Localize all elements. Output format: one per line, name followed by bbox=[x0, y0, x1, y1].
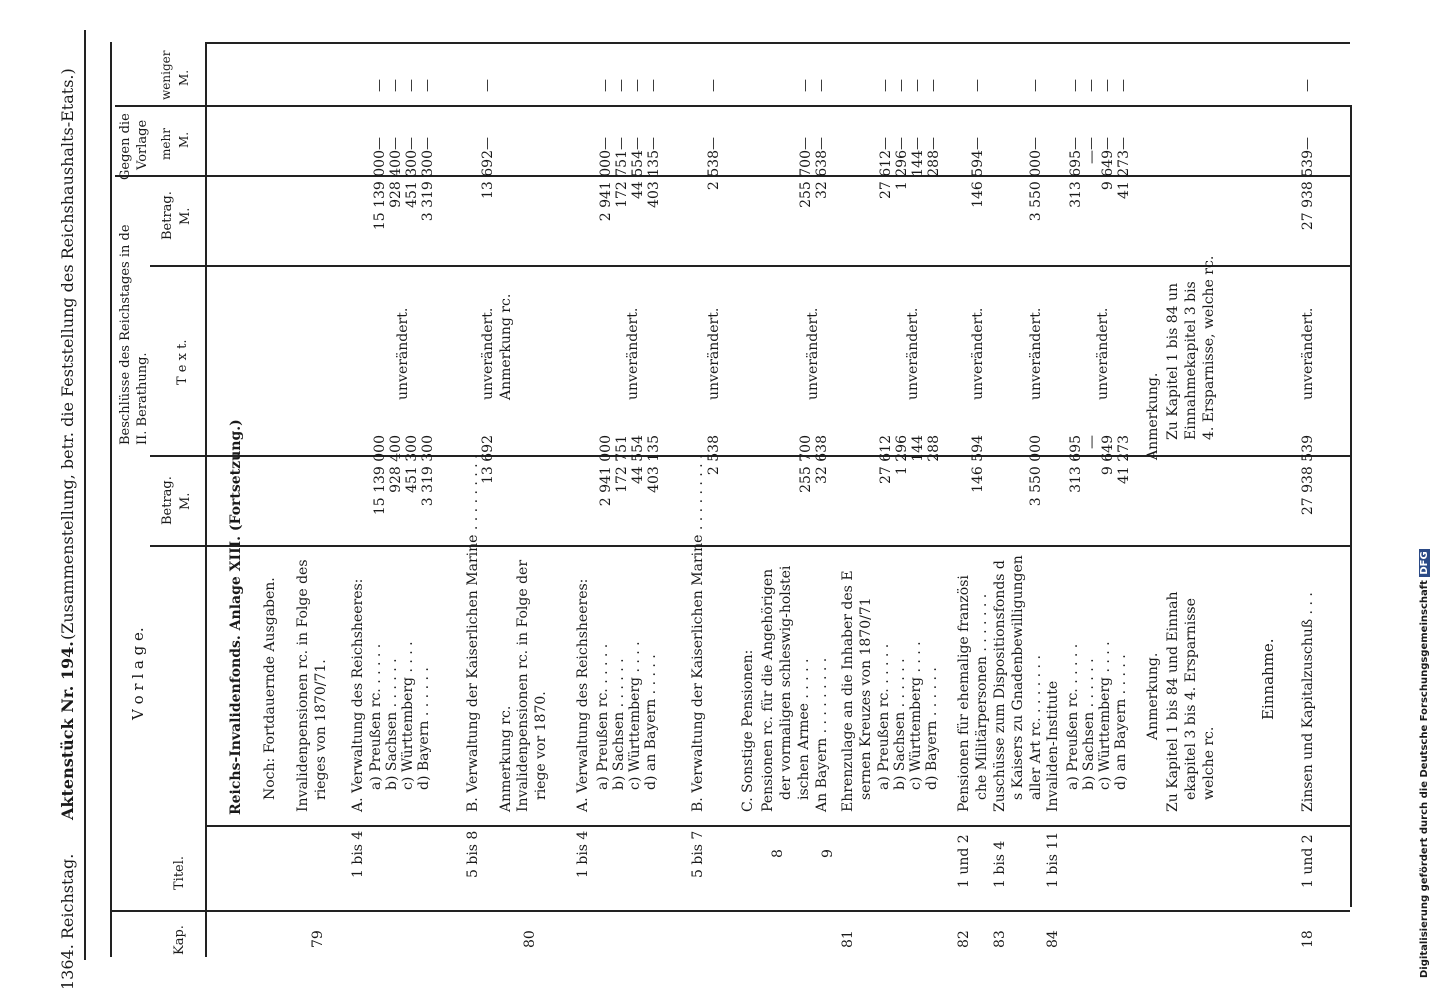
k81-desc-2: sernen Kreuzes von 1870/71 bbox=[858, 597, 874, 800]
k79-b-value: 13 692 bbox=[480, 435, 496, 484]
sep-betrag2 bbox=[115, 175, 1350, 177]
weniger-dash: — bbox=[798, 79, 813, 92]
k80-c8-value: 255 700 bbox=[798, 435, 814, 493]
k18-titel: 1 und 2 bbox=[1300, 834, 1316, 888]
k84-value: — bbox=[1084, 435, 1100, 449]
kap-81: 81 bbox=[840, 930, 856, 948]
weniger-dash: — bbox=[1300, 79, 1315, 92]
kap-83: 83 bbox=[992, 930, 1008, 948]
k80-a-item: b) Sachsen . . . . . . bbox=[611, 658, 627, 790]
kap-82: 82 bbox=[956, 930, 972, 948]
k79-titel-2: 5 bis 8 bbox=[465, 830, 481, 878]
k81-value-2: 1 296 bbox=[894, 150, 910, 191]
k84-value-2: 41 273 bbox=[1116, 150, 1132, 199]
col-weniger-unit: M. bbox=[177, 69, 191, 86]
weniger-dash: — bbox=[1028, 79, 1043, 92]
col-gegen-1: Gegen die bbox=[118, 113, 133, 180]
mehr-dash: — bbox=[706, 137, 721, 150]
k82-desc-2: che Militärpersonen . . . . . . . bbox=[974, 593, 990, 800]
k80-titel-9: 9 bbox=[820, 849, 836, 858]
k81-value: 1 296 bbox=[894, 435, 910, 476]
k84-desc: Invaliden-Institute bbox=[1045, 680, 1061, 812]
k81-item: c) Württemberg . . . . bbox=[908, 641, 924, 790]
k81-item: d) Bayern . . . . . . bbox=[924, 667, 940, 790]
k80-titel-2: 5 bis 7 bbox=[690, 830, 706, 878]
sep-kap bbox=[110, 910, 1350, 912]
k83-value-2: 3 550 000 bbox=[1028, 150, 1044, 222]
k81-unv: unverändert. bbox=[905, 307, 921, 400]
k80-c8-2: der vormaligen schleswig-holstei bbox=[778, 565, 794, 800]
k80-desc-2: riege vor 1870. bbox=[533, 691, 549, 800]
col-mehr: mehr bbox=[159, 128, 173, 160]
col-text: T e x t. bbox=[175, 339, 190, 385]
k84-value: 41 273 bbox=[1116, 435, 1132, 484]
k80-titel-8: 8 bbox=[770, 849, 786, 858]
dfg-logo: DFG bbox=[1419, 551, 1430, 575]
weniger-dash: — bbox=[910, 79, 925, 92]
anmerkung-text-3: welche rc. bbox=[1201, 726, 1217, 800]
k80-a-value: 44 554 bbox=[630, 435, 646, 484]
k79-a-item: c) Württemberg . . . . bbox=[400, 641, 416, 790]
k80-a-item: d) an Bayern . . . . . bbox=[643, 654, 659, 790]
k80-a-value-2: 44 554 bbox=[630, 150, 646, 199]
side-note-text: Digitalisierung gefördert durch die Deutsche Forschungsgemeinschaft bbox=[1419, 580, 1430, 978]
k79-titel-1: 1 bis 4 bbox=[350, 830, 366, 878]
k79-a-value-2: 15 139 000 bbox=[372, 150, 388, 231]
sep-titel bbox=[205, 825, 1350, 827]
k83-unv: unverändert. bbox=[1028, 307, 1044, 400]
k84-value: 313 695 bbox=[1068, 435, 1084, 493]
weniger-dash: — bbox=[894, 79, 909, 92]
k83-desc-2: s Kaisers zu Gnadenbewilligungen bbox=[1010, 555, 1026, 800]
side-note bbox=[1419, 22, 1434, 978]
k80-desc-1: Invalidenpensionen rc. in Folge der bbox=[515, 559, 531, 812]
k84-titel: 1 bis 11 bbox=[1045, 831, 1061, 888]
kap-79: 79 bbox=[310, 930, 326, 948]
k81-value: 144 bbox=[910, 435, 926, 462]
k79-desc-1: Invalidenpensionen rc. in Folge des bbox=[295, 559, 311, 812]
sep-vorlage bbox=[150, 545, 1350, 547]
intro-title: Reichs-Invalidenfonds. Anlage XIII. (Fortsetzung.) bbox=[228, 419, 244, 815]
k80-a-value: 172 751 bbox=[614, 435, 630, 493]
k80-a-item: c) Württemberg . . . . bbox=[627, 641, 643, 790]
mehr-dash: — bbox=[480, 137, 495, 150]
col-vorlage: V o r l a g e. bbox=[129, 627, 147, 720]
k80-c9-value: 32 638 bbox=[814, 435, 830, 484]
running-header-subtitle: (Zusammenstellung, betr. die Feststellung des Reichshaushalts-Etats.) bbox=[58, 68, 77, 640]
k81-value: 27 612 bbox=[878, 435, 894, 484]
k79-a: A. Verwaltung des Reichsheeres: bbox=[350, 578, 366, 812]
k79-a-value-2: 451 300 bbox=[404, 150, 420, 208]
k79-b-anm: Anmerkung rc. bbox=[498, 293, 514, 400]
kap-84: 84 bbox=[1045, 930, 1061, 948]
k84-value-2: 9 649 bbox=[1100, 150, 1116, 191]
col-beschluesse-1: Beschlüsse des Reichstages in de bbox=[118, 224, 133, 445]
mehr-dash: — bbox=[420, 137, 435, 150]
col-titel: Titel. bbox=[172, 855, 187, 890]
mehr-dash: — bbox=[1100, 137, 1115, 150]
mehr-dash: — bbox=[910, 137, 925, 150]
running-header-document: Aktenstück Nr. 194. bbox=[58, 641, 77, 820]
k84-item: b) Sachsen . . . . . . bbox=[1081, 658, 1097, 790]
k80-titel-1: 1 bis 4 bbox=[575, 830, 591, 878]
k80-b-value-2: 2 538 bbox=[706, 150, 722, 191]
k81-value-2: 288 bbox=[926, 150, 942, 177]
k79-a-value: 451 300 bbox=[404, 435, 420, 493]
k79-b: B. Verwaltung der Kaiserlichen Marine . . . . . . . . . bbox=[465, 454, 481, 812]
weniger-dash: — bbox=[1084, 79, 1099, 92]
rule-c bbox=[1350, 105, 1352, 907]
k79-a-item: b) Sachsen . . . . . . bbox=[384, 658, 400, 790]
col-betrag-unit: M. bbox=[178, 492, 193, 510]
mehr-dash: — bbox=[404, 137, 419, 150]
anmerkung-text-2: ekapitel 3 bis 4. Ersparnisse bbox=[1183, 598, 1199, 800]
k79-a-item: d) Bayern . . . . . . bbox=[416, 667, 432, 790]
running-header-left: 1364. Reichstag. bbox=[58, 853, 77, 990]
k79-unv: unverändert. bbox=[395, 307, 411, 400]
k80-c9-value-2: 32 638 bbox=[814, 150, 830, 199]
col-betrag2-unit: M. bbox=[178, 207, 193, 225]
kap-80: 80 bbox=[522, 930, 538, 948]
k80-c9: An Bayern . . . . . . . . . bbox=[814, 657, 830, 812]
k84-item: a) Preußen rc. . . . . . bbox=[1065, 643, 1081, 790]
k81-item: a) Preußen rc. . . . . . bbox=[876, 643, 892, 790]
weniger-dash: — bbox=[1068, 79, 1083, 92]
k80-a-item: a) Preußen rc. . . . . . bbox=[595, 643, 611, 790]
weniger-dash: — bbox=[388, 79, 403, 92]
k81-item: b) Sachsen . . . . . . bbox=[892, 658, 908, 790]
k84-value-2: 313 695 bbox=[1068, 150, 1084, 208]
anmerkung-b-1: Zu Kapitel 1 bis 84 un bbox=[1165, 282, 1181, 440]
k80-c: C. Sonstige Pensionen: bbox=[740, 649, 756, 812]
k80-a-value-2: 403 135 bbox=[646, 150, 662, 208]
mehr-dash: — bbox=[630, 137, 645, 150]
k84-item: d) an Bayern . . . . . bbox=[1113, 654, 1129, 790]
col-weniger: weniger bbox=[159, 50, 173, 100]
mehr-dash: — bbox=[814, 137, 829, 150]
k80-a-value-2: 2 941 000 bbox=[598, 150, 614, 222]
weniger-dash: — bbox=[706, 79, 721, 92]
weniger-dash: — bbox=[404, 79, 419, 92]
weniger-dash: — bbox=[1116, 79, 1131, 92]
k18-value: 27 938 539 bbox=[1300, 435, 1316, 516]
k79-a-value-2: 3 319 300 bbox=[420, 150, 436, 222]
col-gegen-2: Vorlage bbox=[135, 119, 150, 170]
header-rule bbox=[84, 30, 86, 960]
mehr-dash: — bbox=[372, 137, 387, 150]
weniger-dash: — bbox=[372, 79, 387, 92]
mehr-dash: — bbox=[878, 137, 893, 150]
anmerkung-b-3: 4. Ersparnisse, welche rc. bbox=[1201, 255, 1217, 440]
mehr-dash: — bbox=[1300, 137, 1315, 150]
k79-b-note: Anmerkung rc. bbox=[498, 705, 514, 812]
weniger-dash: — bbox=[598, 79, 613, 92]
k79-a-value: 15 139 000 bbox=[372, 435, 388, 516]
rule-a bbox=[110, 42, 112, 957]
col-betrag2: Betrag. bbox=[160, 191, 175, 240]
k81-value-2: 144 bbox=[910, 150, 926, 177]
weniger-dash: — bbox=[614, 79, 629, 92]
rule-header-bottom bbox=[205, 42, 1350, 44]
einnahme-title: Einnahme. bbox=[1259, 638, 1277, 720]
k83-titel: 1 bis 4 bbox=[992, 840, 1008, 888]
k80-a-value: 2 941 000 bbox=[598, 435, 614, 507]
weniger-dash: — bbox=[630, 79, 645, 92]
k80-b-value: 2 538 bbox=[706, 435, 722, 476]
k80-unv: unverändert. bbox=[625, 307, 641, 400]
k79-a-value: 3 319 300 bbox=[420, 435, 436, 507]
k80-a: A. Verwaltung des Reichsheeres: bbox=[575, 578, 591, 812]
anmerkung-text-1: Zu Kapitel 1 bis 84 und Einnah bbox=[1165, 591, 1181, 812]
k82-desc-1: Pensionen für ehemalige französi bbox=[956, 575, 972, 812]
k84-item: c) Württemberg . . . . bbox=[1097, 641, 1113, 790]
weniger-dash: — bbox=[420, 79, 435, 92]
k82-titel: 1 und 2 bbox=[956, 834, 972, 888]
k18-unv: unverändert. bbox=[1300, 307, 1316, 400]
k83-desc-1: Zuschüsse zum Dispositionsfonds d bbox=[992, 560, 1008, 812]
col-betrag: Betrag. bbox=[160, 476, 175, 525]
weniger-dash: — bbox=[1100, 79, 1115, 92]
k80-a-value: 403 135 bbox=[646, 435, 662, 493]
mehr-dash: — bbox=[1116, 137, 1131, 150]
k80-c8-3: ischen Armee . . . . . bbox=[796, 658, 812, 800]
mehr-dash: — bbox=[1084, 137, 1099, 150]
mehr-dash: — bbox=[1068, 137, 1083, 150]
k18-value-2: 27 938 539 bbox=[1300, 150, 1316, 231]
weniger-dash: — bbox=[970, 79, 985, 92]
k81-value-2: 27 612 bbox=[878, 150, 894, 199]
k83-value: 3 550 000 bbox=[1028, 435, 1044, 507]
weniger-dash: — bbox=[480, 79, 495, 92]
k80-c8-value-2: 255 700 bbox=[798, 150, 814, 208]
mehr-dash: — bbox=[970, 137, 985, 150]
weniger-dash: — bbox=[878, 79, 893, 92]
sep-betrag bbox=[150, 455, 1350, 457]
weniger-dash: — bbox=[646, 79, 661, 92]
k82-value-2: 146 594 bbox=[970, 150, 986, 208]
k79-a-item: a) Preußen rc. . . . . . bbox=[368, 643, 384, 790]
weniger-dash: — bbox=[926, 79, 941, 92]
anmerkung-title-2: Anmerkung. bbox=[1145, 372, 1161, 460]
mehr-dash: — bbox=[614, 137, 629, 150]
k79-desc-2: rieges von 1870/71. bbox=[313, 659, 329, 800]
mehr-dash: — bbox=[388, 137, 403, 150]
mehr-dash: — bbox=[1028, 137, 1043, 150]
k82-unv: unverändert. bbox=[970, 307, 986, 400]
k81-value: 288 bbox=[926, 435, 942, 462]
k79-b-unv: unverändert. bbox=[480, 307, 496, 400]
k83-desc-3: aller Art rc. . . . . . . . bbox=[1028, 655, 1044, 800]
k84-value-2: — bbox=[1084, 150, 1100, 164]
mehr-dash: — bbox=[598, 137, 613, 150]
k84-value: 9 649 bbox=[1100, 435, 1116, 476]
anmerkung-title: Anmerkung. bbox=[1145, 652, 1161, 740]
mehr-dash: — bbox=[646, 137, 661, 150]
mehr-dash: — bbox=[798, 137, 813, 150]
mehr-dash: — bbox=[926, 137, 941, 150]
k18-desc: Zinsen und Kapitalzuschuß . . . bbox=[1300, 592, 1316, 812]
k80-c-unv: unverändert. bbox=[805, 307, 821, 400]
k81-desc-1: Ehrenzulage an die Inhaber des E bbox=[840, 570, 856, 812]
k79-a-value: 928 400 bbox=[388, 435, 404, 493]
anmerkung-b-2: Einnahmekapitel 3 bis bbox=[1183, 281, 1199, 440]
kap-18: 18 bbox=[1300, 930, 1316, 948]
sep-text bbox=[150, 265, 1350, 267]
rule-b bbox=[205, 42, 207, 957]
mehr-dash: — bbox=[894, 137, 909, 150]
k80-b-unv: unverändert. bbox=[706, 307, 722, 400]
k80-a-value-2: 172 751 bbox=[614, 150, 630, 208]
k80-c8-1: Pensionen rc. für die Angehörigen bbox=[760, 568, 776, 812]
k80-b: B. Verwaltung der Kaiserlichen Marine . . . . . . . . . bbox=[690, 454, 706, 812]
col-beschluesse-2: II. Berathung. bbox=[135, 352, 150, 445]
k79-a-value-2: 928 400 bbox=[388, 150, 404, 208]
sep-mehr bbox=[115, 105, 1350, 107]
col-mehr-unit: M. bbox=[177, 131, 191, 148]
k84-unv: unverändert. bbox=[1095, 307, 1111, 400]
weniger-dash: — bbox=[814, 79, 829, 92]
col-kap: Kap. bbox=[172, 925, 187, 955]
k82-value: 146 594 bbox=[970, 435, 986, 493]
k79-b-value-2: 13 692 bbox=[480, 150, 496, 199]
intro-subtitle: Noch: Fortdauernde Ausgaben. bbox=[262, 577, 278, 800]
